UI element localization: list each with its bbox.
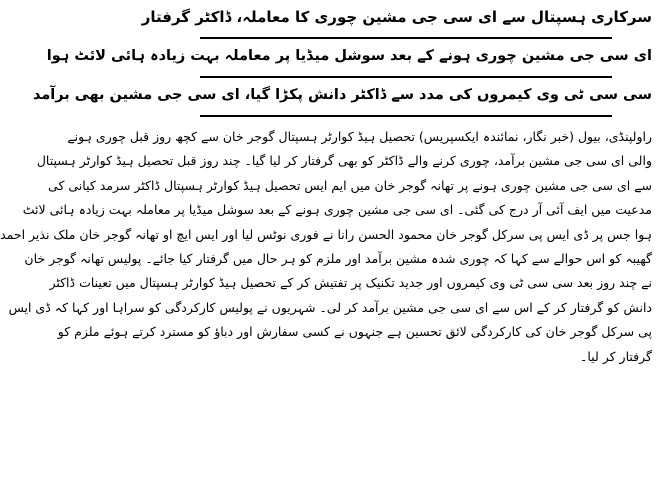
- article-body: [0, 125, 652, 369]
- main-headline: سرکاری ہسپتال سے ای سی جی مشین چوری کا معاملہ، ڈاکٹر گرفتار: [141, 8, 652, 26]
- article-line: پی سرکل گوجر خان کی کارکردگی لائق تحسین ہے جنہوں نے کسی سفارش اور دباؤ کو مسترد کرتے ہوئے ملزم کو: [57, 324, 652, 340]
- article-line: سے ای سی جی مشین چوری ہونے پر تھانہ گوجر خان میں ایم ایس تحصیل ہیڈ کوارٹر ہسپتال ڈاکٹر سرمد کیانی کی: [48, 177, 652, 193]
- article-line: نے چند روز بعد سی سی ٹی وی کیمروں اور جدید تکنیک پر تفتیش کر کے تحصیل ہیڈ کوارٹر ہسپتال میں تعینات ڈاکٹر: [49, 275, 652, 291]
- sub-headline-1: ای سی جی مشین چوری ہونے کے بعد سوشل میڈیا پر معاملہ بہت زیادہ ہائی لائٹ ہوا: [46, 48, 652, 64]
- article-line: گرفتار کر لیا۔: [580, 348, 652, 364]
- headline-divider: [200, 115, 612, 117]
- article-line: گھیبہ کو اس حوالے سے کہا کہ چوری شدہ مشین برآمد اور ملزم کو ہر حال میں گرفتار کیا جائے۔ پولیس تھانہ گوجر خان: [24, 250, 652, 266]
- article-line: دانش کو گرفتار کر کے اس سے ای سی جی مشین برآمد کر لی۔ شہریوں نے پولیس کارکردگی کو سراہا اور کہا کہ ڈی ایس: [8, 299, 652, 315]
- sub-headline-2: سی سی ٹی وی کیمروں کی مدد سے ڈاکٹر دانش پکڑا گیا، ای سی جی مشین بھی برآمد: [32, 87, 652, 103]
- headline-divider: [200, 37, 612, 39]
- article-line: مدعیت میں ایف آئی آر درج کی گئی۔ ای سی جی مشین چوری ہونے کے بعد سوشل میڈیا پر معاملہ بہت زیادہ ہائی لائٹ: [22, 202, 652, 218]
- article-line: والی ای سی جی مشین برآمد، چوری کرنے والے ڈاکٹر کو بھی گرفتار کر لیا گیا۔ چند روز قبل تحصیل ہیڈ کوارٹر ہسپتال: [36, 153, 652, 169]
- article-line: راولپنڈی، بیول (خبر نگار، نمائندہ ایکسپریس) تحصیل ہیڈ کوارٹر ہسپتال گوجر خان سے کچھ روز قبل چوری ہونے: [67, 129, 652, 144]
- article-line: ہوا جس پر ڈی ایس پی سرکل گوجر خان محمود الحسن رانا نے فوری نوٹس لیا اور ایس ایچ او تھانہ گوجر خان ملک نذیر احمد: [0, 226, 652, 242]
- headline-divider: [200, 76, 612, 78]
